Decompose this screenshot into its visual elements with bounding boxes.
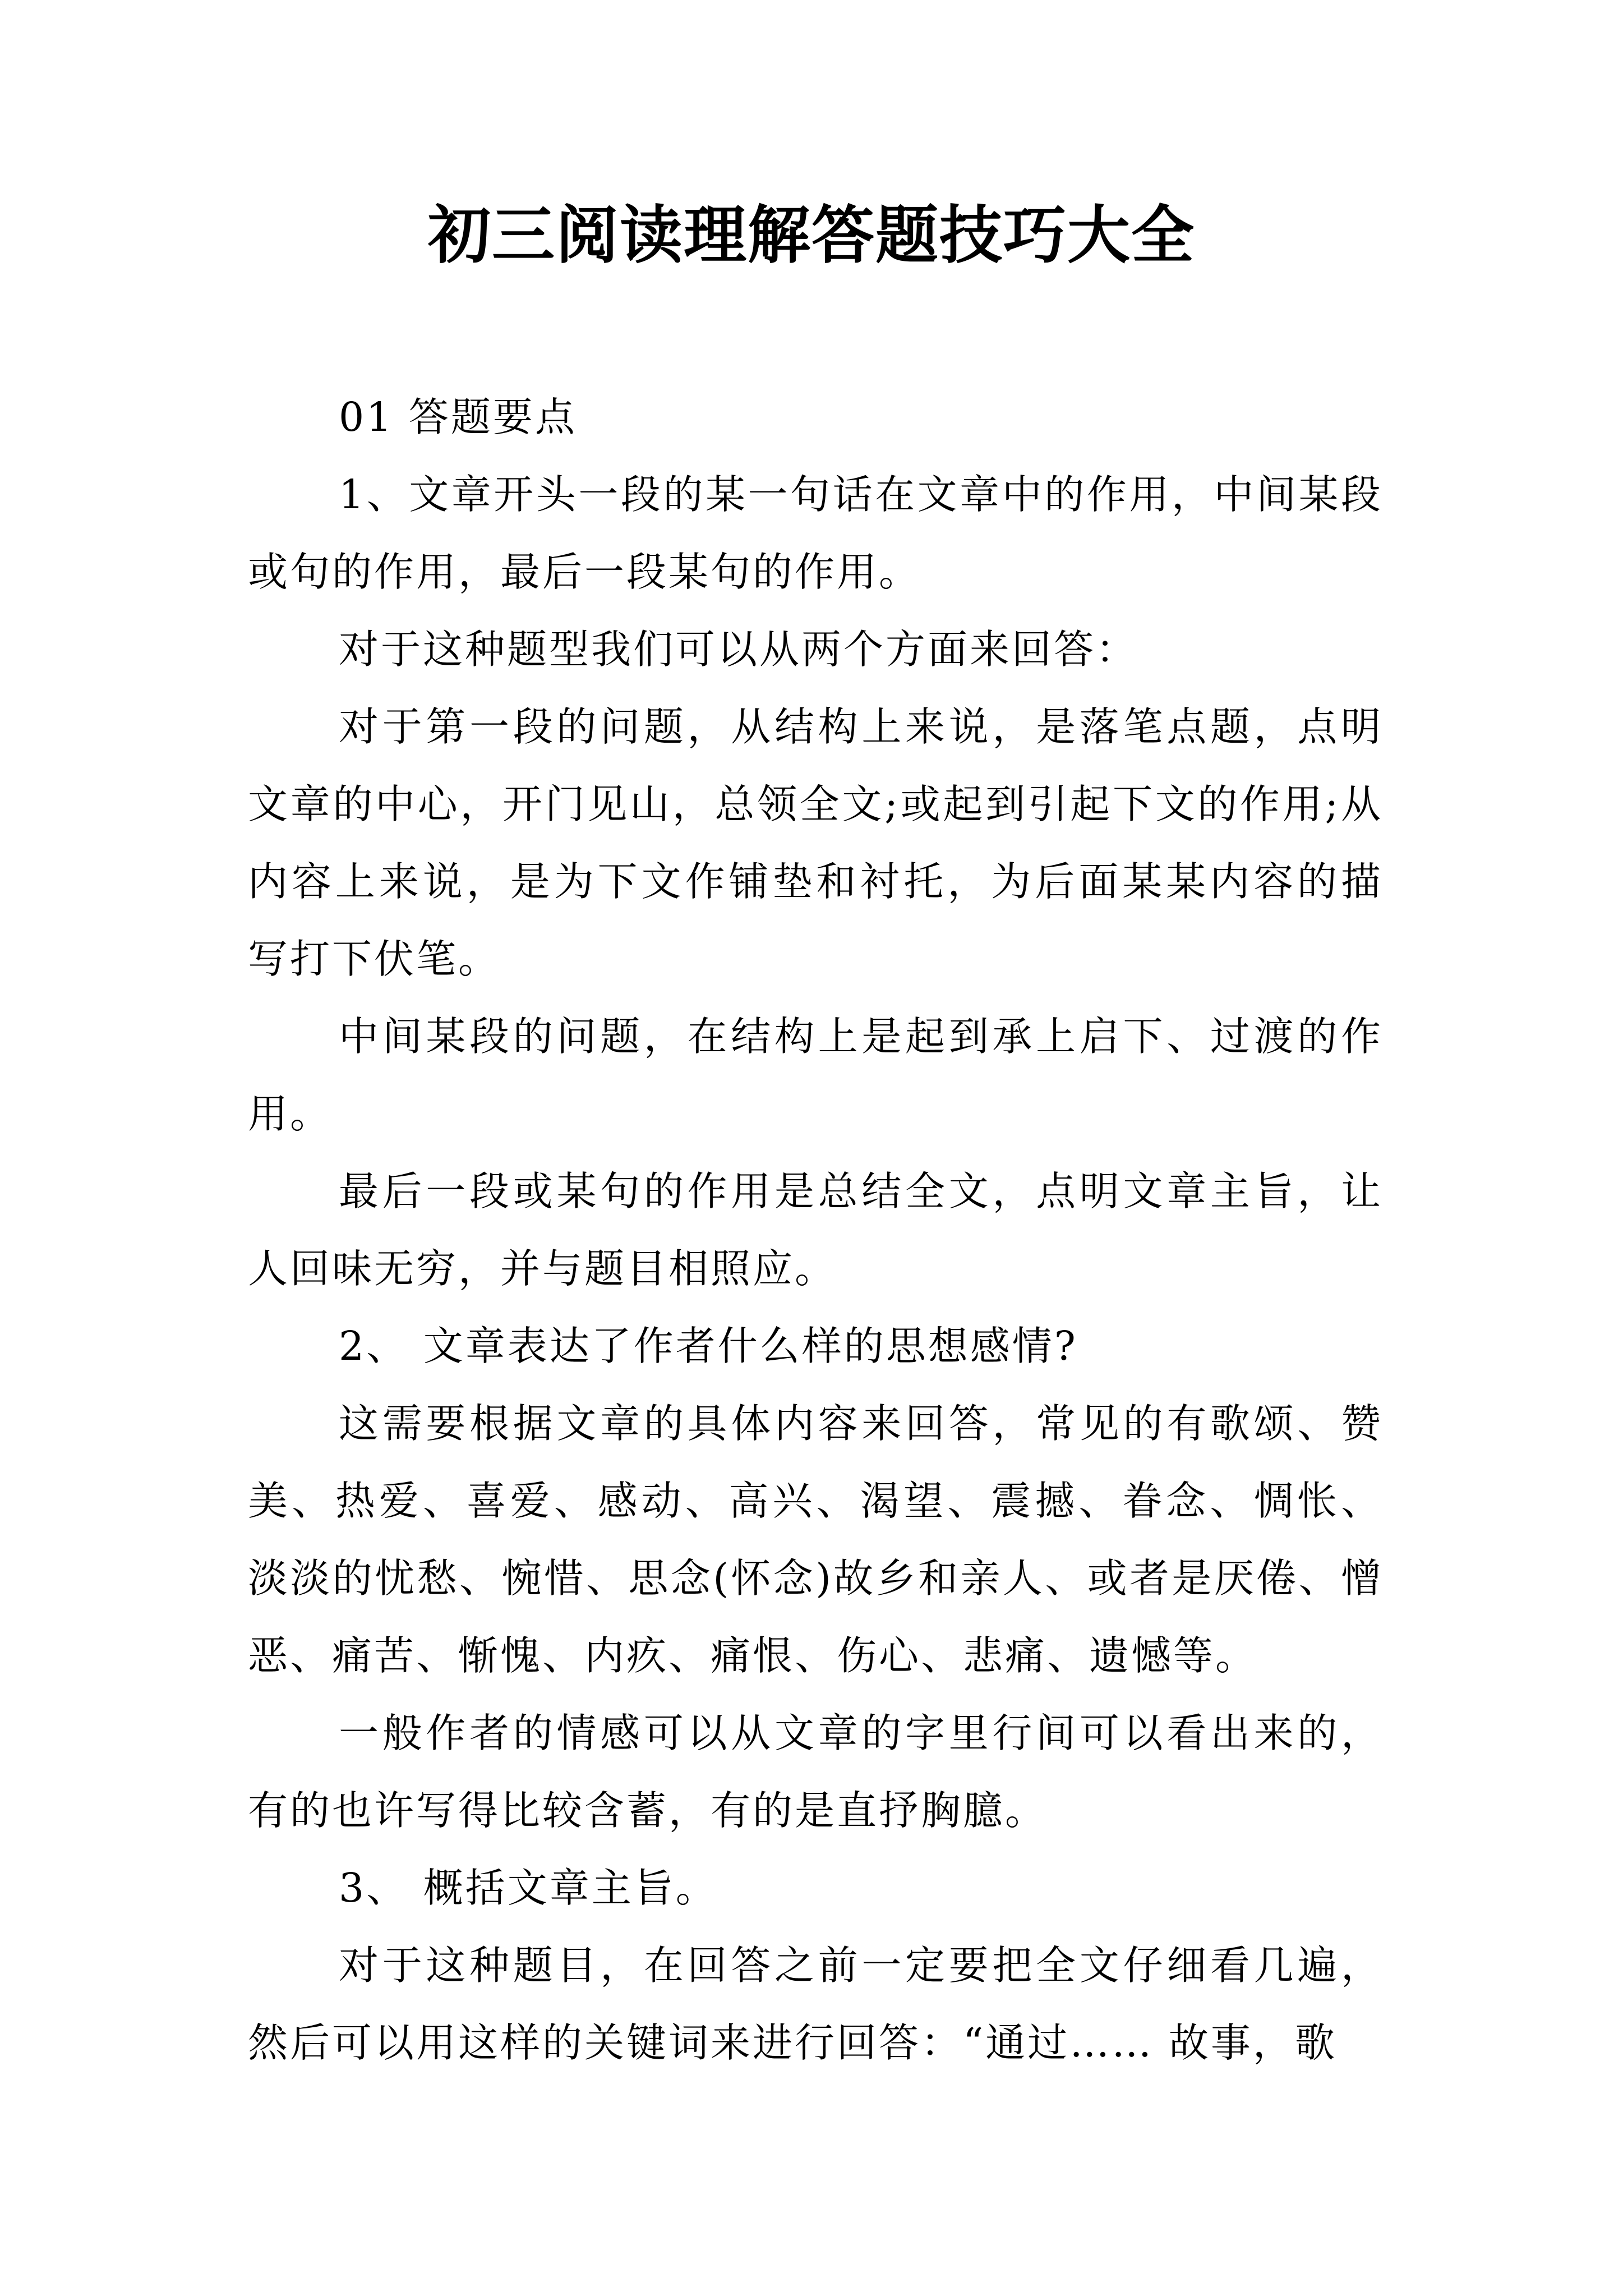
- paragraph: 2、 文章表达了作者什么样的思想感情?: [339, 1323, 1078, 1369]
- document-title: 初三阅读理解答题技巧大全: [428, 199, 1195, 272]
- paragraph: 对于第一段的问题，从结构上来说，是落笔点题，点明文章的中心，开门见山，总领全文;或起到引起下文的作用;从内容上来说，是为下文作铺垫和衬托，为后面某某内容的描写打下伏笔。: [248, 703, 1383, 982]
- document-body: [248, 379, 1383, 2082]
- paragraph: 对于这种题目，在回答之前一定要把全文仔细看几遍，然后可以用这样的关键词来进行回答：“通过…… 故事，歌: [248, 1942, 1383, 2066]
- paragraph: 3、 概括文章主旨。: [339, 1865, 718, 1911]
- paragraph: 1、文章开头一段的某一句话在文章中的作用，中间某段或句的作用，最后一段某句的作用。: [248, 471, 1383, 595]
- paragraph: 这需要根据文章的具体内容来回答，常见的有歌颂、赞美、热爱、喜爱、感动、高兴、渴望、震撼、眷念、惆怅、淡淡的忧愁、惋惜、思念(怀念)故乡和亲人、或者是厌倦、憎恶、痛苦、惭愧、内疚、痛恨、伤心、悲痛、遗憾等。: [248, 1400, 1383, 1679]
- paragraph: 一般作者的情感可以从文章的字里行间可以看出来的，有的也许写得比较含蓄，有的是直抒胸臆。: [248, 1710, 1383, 1834]
- paragraph: 最后一段或某句的作用是总结全文，点明文章主旨，让人回味无穷，并与题目相照应。: [248, 1168, 1383, 1292]
- section-heading: 01 答题要点: [339, 394, 577, 440]
- paragraph: 中间某段的问题，在结构上是起到承上启下、过渡的作用。: [248, 1013, 1383, 1137]
- paragraph: 对于这种题型我们可以从两个方面来回答：: [339, 626, 1138, 673]
